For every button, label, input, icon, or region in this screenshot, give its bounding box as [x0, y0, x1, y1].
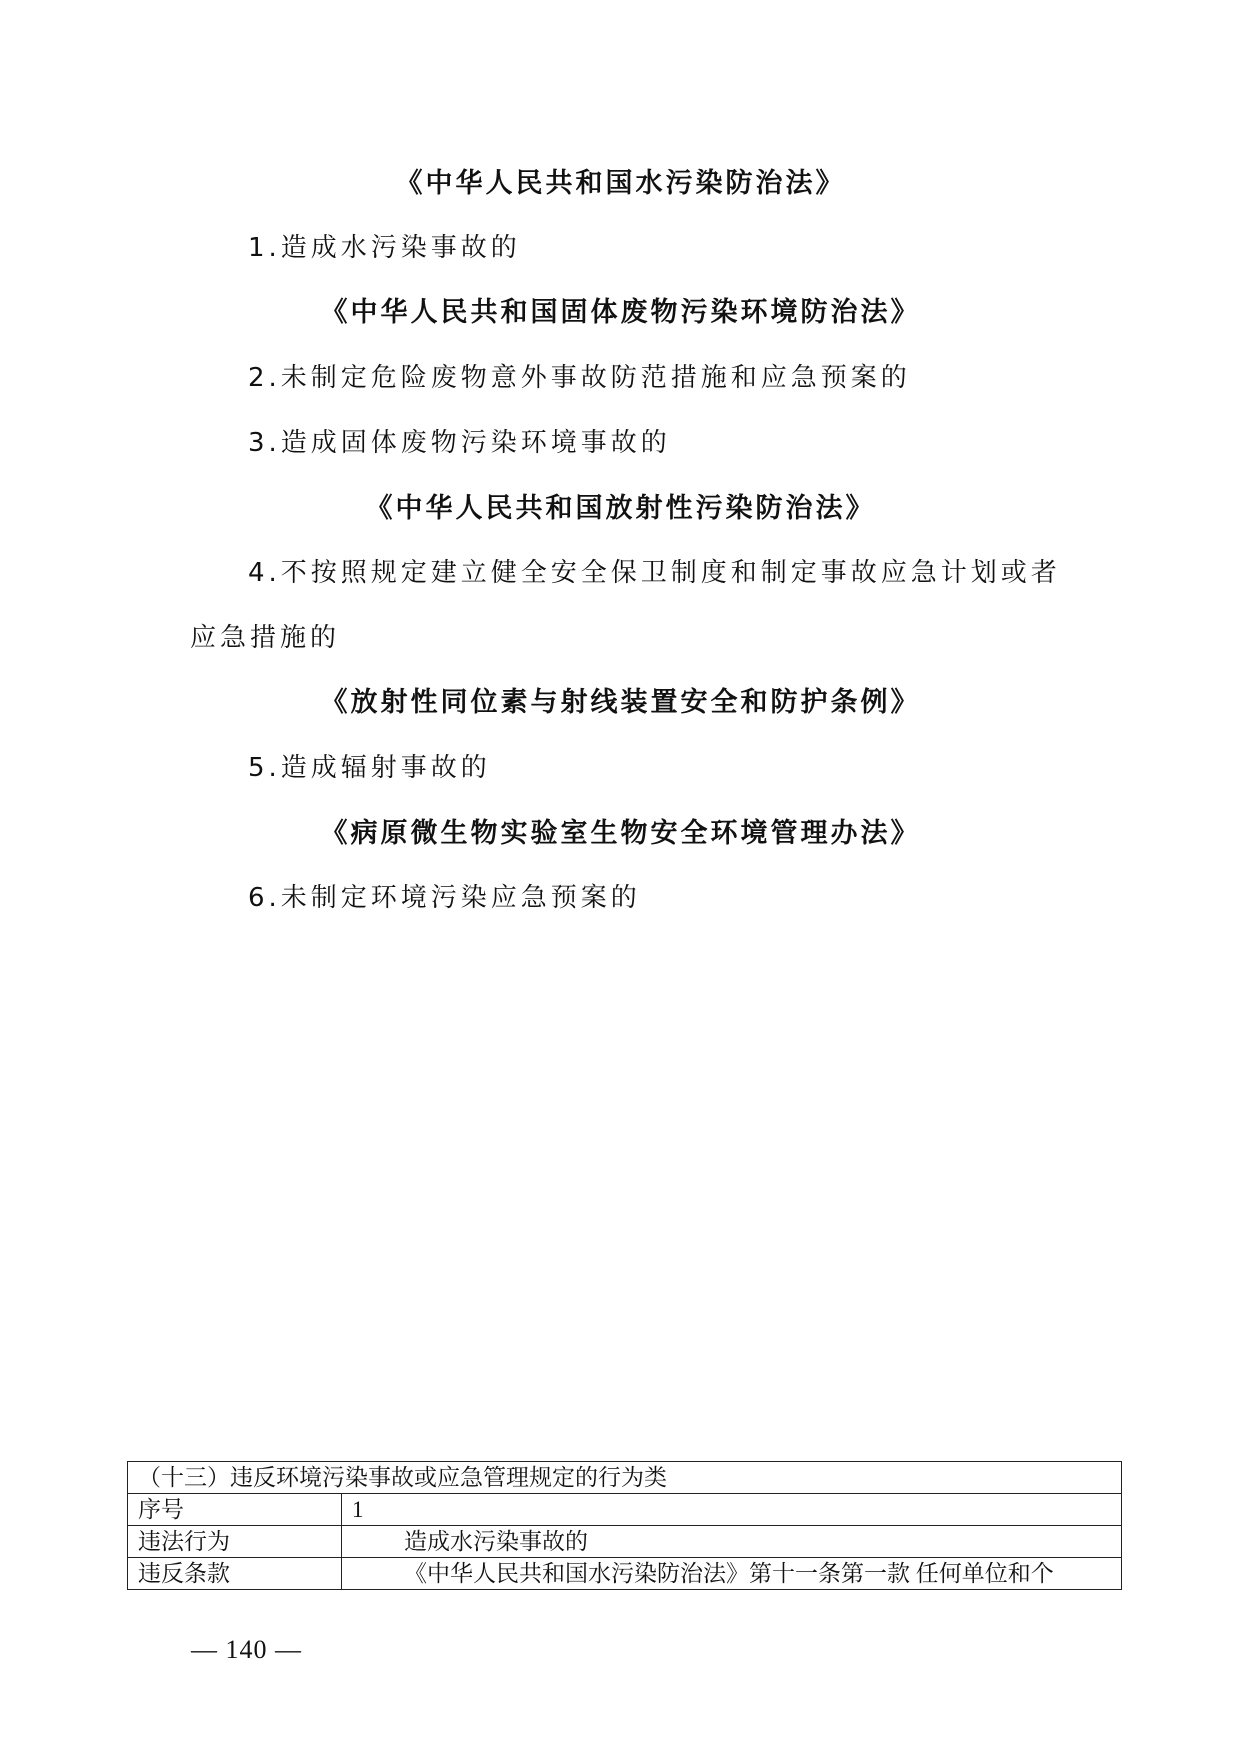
regulation-heading-pathogen-labs: 《病原微生物实验室生物安全环境管理办法》 — [320, 818, 921, 849]
law-heading-solid-waste: 《中华人民共和国固体废物污染环境防治法》 — [320, 297, 921, 328]
table-row — [128, 1558, 1122, 1590]
table-cell-value: 1 — [342, 1494, 1122, 1526]
law-heading-water-pollution: 《中华人民共和国水污染防治法》 — [395, 168, 846, 199]
law-heading-radioactive-pollution: 《中华人民共和国放射性污染防治法》 — [365, 493, 876, 524]
regulation-heading-radioisotopes: 《放射性同位素与射线装置安全和防护条例》 — [320, 687, 921, 718]
list-item-1: 1.造成水污染事故的 — [248, 233, 521, 263]
list-item-5: 5.造成辐射事故的 — [248, 753, 491, 783]
table-cell-value: 《中华人民共和国水污染防治法》第十一条第一款 任何单位和个 — [342, 1558, 1122, 1590]
page-number: — 140 — — [191, 1635, 302, 1664]
list-item-4-line-1: 4.不按照规定建立健全安全保卫制度和制定事故应急计划或者 — [248, 558, 1061, 588]
violation-table — [127, 1461, 1122, 1590]
list-item-4-line-2: 应急措施的 — [190, 623, 341, 653]
table-row — [128, 1494, 1122, 1526]
table-row — [128, 1526, 1122, 1558]
list-item-3: 3.造成固体废物污染环境事故的 — [248, 428, 671, 458]
table-title-row — [128, 1462, 1122, 1494]
list-item-6: 6.未制定环境污染应急预案的 — [248, 883, 641, 913]
table-cell-label: 违反条款 — [128, 1558, 342, 1590]
table-cell-label: 违法行为 — [128, 1526, 342, 1558]
table-cell-label: 序号 — [128, 1494, 342, 1526]
list-item-2: 2.未制定危险废物意外事故防范措施和应急预案的 — [248, 363, 911, 393]
table-title: （十三）违反环境污染事故或应急管理规定的行为类 — [128, 1462, 1122, 1494]
table-cell-value: 造成水污染事故的 — [342, 1526, 1122, 1558]
